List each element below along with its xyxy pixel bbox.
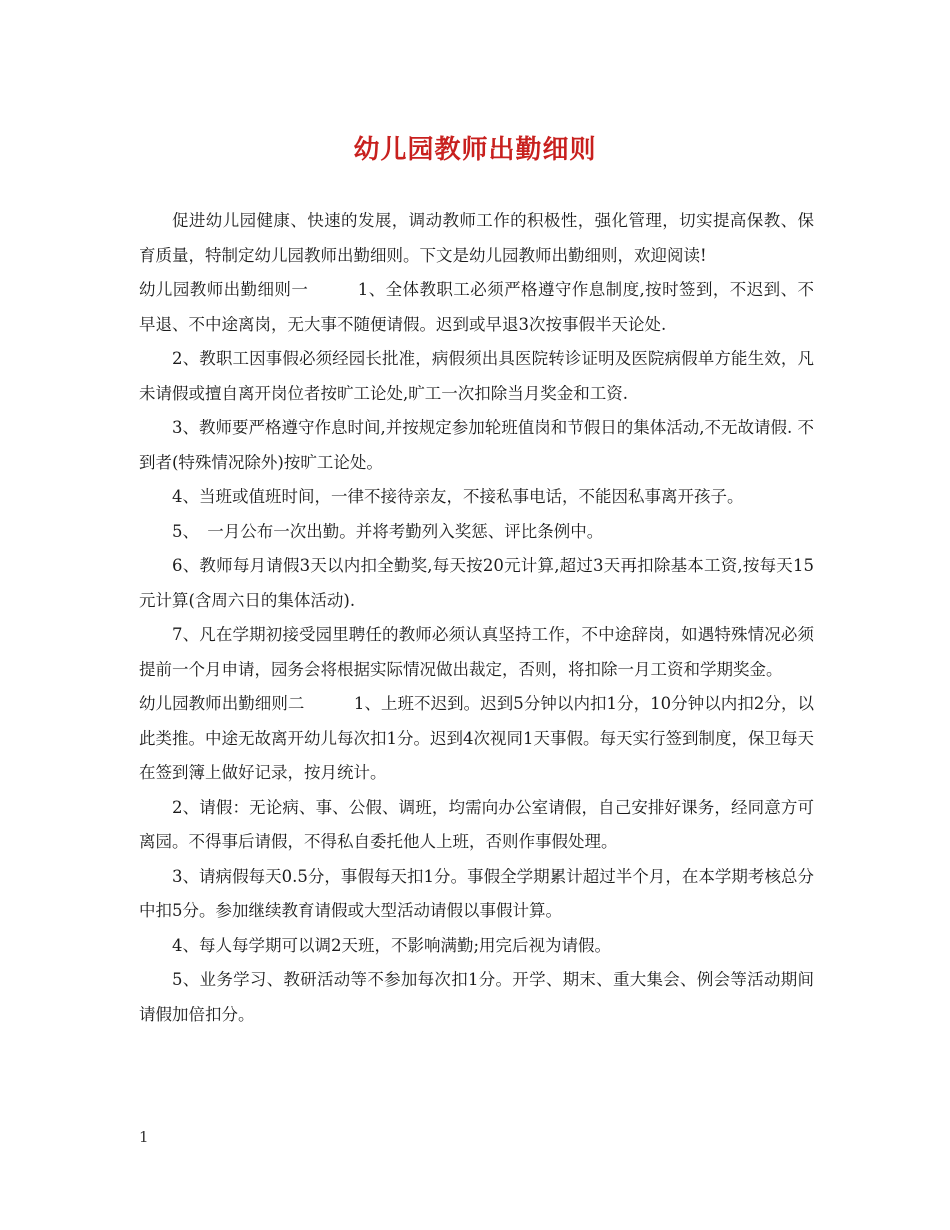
section2-item-3: 3、请病假每天0.5分，事假每天扣1分。事假全学期累计超过半个月，在本学期考核总分中扣5分。参加继续教育请假或大型活动请假以事假计算。 bbox=[139, 866, 814, 920]
section1-item-5: 5、 一月公布一次出勤。并将考勤列入奖惩、评比条例中。 bbox=[172, 521, 604, 541]
section2-heading: 幼儿园教师出勤细则二 bbox=[139, 694, 305, 713]
section2-item-5: 5、业务学习、教研活动等不参加每次扣1分。开学、期末、重大集会、例会等活动期间请假加倍扣分。 bbox=[139, 970, 814, 1024]
section1-item-1: 1、全体教职工必须严格遵守作息制度,按时签到，不迟到、不早退、不中途离岗，无大事不随便请假。迟到或早退3次按事假半天论处. bbox=[139, 280, 815, 334]
section1-item-7: 7、凡在学期初接受园里聘任的教师必须认真坚持工作，不中途辞岗，如遇特殊情况必须提前一个月申请，园务会将根据实际情况做出裁定，否则，将扣除一月工资和学期奖金。 bbox=[139, 625, 814, 679]
section1-item-2: 2、教职工因事假必须经园长批准，病假须出具医院转诊证明及医院病假单方能生效，凡未请假或擅自离开岗位者按旷工论处,旷工一次扣除当月奖金和工资. bbox=[139, 349, 814, 403]
page-number: 1 bbox=[139, 1128, 149, 1146]
section2-first-paragraph bbox=[139, 687, 814, 791]
section1-item-3: 3、教师要严格遵守作息时间,并按规定参加轮班值岗和节假日的集体活动,不无故请假. 不到者(特殊情况除外)按旷工论处。 bbox=[139, 418, 814, 472]
section1-item-4: 4、当班或值班时间，一律不接待亲友，不接私事电话，不能因私事离开孩子。 bbox=[172, 487, 744, 506]
document-body bbox=[139, 204, 814, 1032]
section1-item-6: 6、教师每月请假3天以内扣全勤奖,每天按20元计算,超过3天再扣除基本工资,按每天15元计算(含周六日的集体活动). bbox=[139, 556, 814, 610]
section2-item-4: 4、每人每学期可以调2天班，不影响满勤;用完后视为请假。 bbox=[172, 935, 612, 955]
section1-heading: 幼儿园教师出勤细则一 bbox=[139, 280, 309, 299]
section2-item-1: 1、上班不迟到。迟到5分钟以内扣1分，10分钟以内扣2分，以此类推。中途无故离开幼儿每次扣1分。迟到4次视同1天事假。每天实行签到制度，保卫每天在签到簿上做好记录，按月统计。 bbox=[139, 694, 814, 782]
section1-first-paragraph bbox=[139, 273, 814, 342]
document-title: 幼儿园教师出勤细则 bbox=[353, 135, 597, 165]
section2-item-2: 2、请假：无论病、事、公假、调班，均需向办公室请假，自己安排好课务，经同意方可离园。不得事后请假，不得私自委托他人上班，否则作事假处理。 bbox=[139, 797, 814, 851]
intro-paragraph: 促进幼儿园健康、快速的发展，调动教师工作的积极性，强化管理，切实提高保教、保育质量，特制定幼儿园教师出勤细则。下文是幼儿园教师出勤细则，欢迎阅读! bbox=[139, 211, 814, 265]
